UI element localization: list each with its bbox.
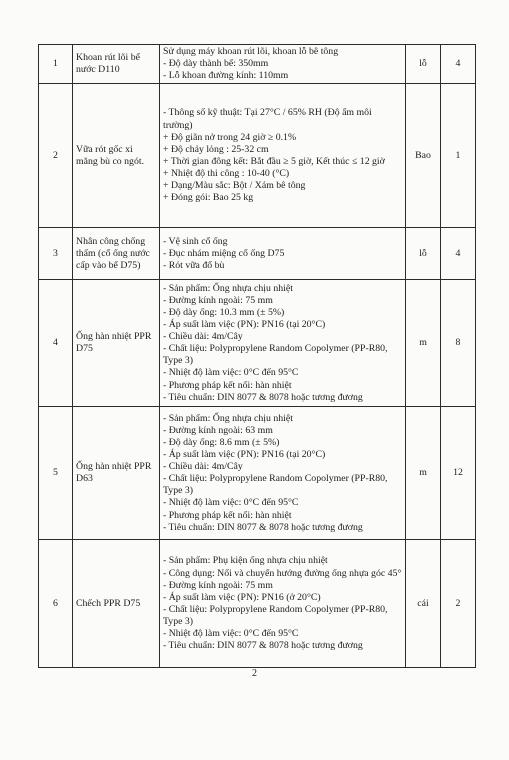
description-line: - Chất liệu: Polypropylene Random Copolymer (PP-R80, Type 3) [163, 343, 390, 367]
row-number: 2 [39, 84, 73, 228]
item-unit: lỗ [406, 45, 441, 84]
description-line: - Thông số kỹ thuật: Tại 27°C / 65% RH (Độ ẩm môi trường) [163, 107, 375, 131]
item-name: Nhân công chống thấm (cổ ống nước cấp vào bể D75) [73, 228, 160, 280]
item-description [160, 280, 406, 407]
item-quantity: 8 [441, 280, 476, 407]
description-line: - Phương pháp kết nối: hàn nhiệt [163, 509, 292, 521]
description-line: + Độ chảy lỏng : 25-32 cm [163, 143, 269, 155]
row-number: 6 [39, 540, 73, 668]
row-number: 4 [39, 280, 73, 407]
description-line: - Đục nhám miệng cổ ống D75 [163, 247, 285, 259]
item-description [160, 407, 406, 540]
description-line: - Nhiệt độ làm việc: 0°C đến 95°C [163, 367, 299, 379]
description-line: - Tiêu chuẩn: DIN 8077 & 8078 hoặc tương đương [163, 640, 363, 652]
materials-table-body [39, 45, 476, 668]
description-line: + Độ giãn nở trong 24 giờ ≥ 0.1% [163, 131, 297, 143]
table-row [39, 280, 476, 407]
description-line: - Rót vữa đổ bù [163, 259, 225, 271]
description-line: - Sản phẩm: Ống nhựa chịu nhiệt [163, 282, 293, 294]
item-name: Ống hàn nhiệt PPR D63 [73, 407, 160, 540]
item-name: Khoan rút lõi bể nước D110 [73, 45, 160, 84]
description-line: + Nhiệt độ thi công : 10-40 (°C) [163, 167, 290, 179]
item-name: Chếch PPR D75 [73, 540, 160, 668]
description-line: - Sản phẩm: Phụ kiện ống nhựa chịu nhiệt [163, 555, 328, 567]
item-quantity: 4 [441, 228, 476, 280]
description-line: - Tiêu chuẩn: DIN 8077 & 8078 hoặc tương đương [163, 521, 363, 533]
row-number: 5 [39, 407, 73, 540]
description-line: - Nhiệt độ làm việc: 0°C đến 95°C [163, 497, 299, 509]
item-unit: m [406, 407, 441, 540]
item-name: Ống hàn nhiệt PPR D75 [73, 280, 160, 407]
description-line: - Độ dày ống: 8.6 mm (± 5%) [163, 437, 280, 448]
item-quantity: 2 [441, 540, 476, 668]
description-line: - Chiều dài: 4m/Cây [163, 331, 243, 343]
row-number: 3 [39, 228, 73, 280]
description-line: - Sản phẩm: Ống nhựa chịu nhiệt [163, 412, 293, 424]
table-row [39, 407, 476, 540]
row-number: 1 [39, 45, 73, 84]
table-row [39, 45, 476, 84]
description-line: - Độ dày thành bể: 350mm [163, 58, 269, 70]
description-line: - Độ dày ống: 10.3 mm (± 5%) [163, 307, 285, 318]
description-line: - Áp suất làm việc (PN): PN16 (tại 20°C) [163, 319, 326, 331]
table-row [39, 228, 476, 280]
description-line: - Áp suất làm việc (PN): PN16 (ở 20°C) [163, 591, 321, 603]
page-number: 2 [252, 668, 257, 679]
table-row [39, 540, 476, 668]
description-line: - Đường kính ngoài: 63 mm [163, 424, 273, 436]
table-row [39, 84, 476, 228]
item-quantity: 12 [441, 407, 476, 540]
item-name: Vữa rót gốc xi măng bù co ngót. [73, 84, 160, 228]
description-line: Sử dụng máy khoan rút lõi, khoan lỗ bê tông [163, 46, 339, 57]
item-unit: lỗ [406, 228, 441, 280]
description-line: + Đóng gói: Bao 25 kg [163, 192, 254, 204]
item-description [160, 228, 406, 280]
description-line: - Áp suất làm việc (PN): PN16 (tại 20°C) [163, 449, 326, 461]
description-line: - Công dụng: Nối và chuyển hướng đường ống nhựa góc 45° [163, 567, 402, 579]
item-description [160, 45, 406, 84]
materials-table [38, 44, 476, 668]
description-line: - Vệ sinh cổ ống [163, 235, 228, 247]
description-line: - Lỗ khoan đường kính: 110mm [163, 70, 289, 82]
description-line: - Phương pháp kết nối: hàn nhiệt [163, 379, 292, 391]
item-quantity: 1 [441, 84, 476, 228]
description-line: - Chất liệu: Polypropylene Random Copolymer (PP-R80, Type 3) [163, 473, 390, 497]
description-line: - Chất liệu: Polypropylene Random Copolymer (PP-R80, Type 3) [163, 603, 390, 627]
description-line: + Dạng/Màu sắc: Bột / Xám bê tông [163, 179, 306, 191]
description-line: - Đường kính ngoài: 75 mm [163, 579, 273, 591]
item-unit: cái [406, 540, 441, 668]
description-line: + Thời gian đông kết: Bắt đầu ≥ 5 giờ, Kết thúc ≤ 12 giờ [163, 155, 385, 167]
item-unit: Bao [406, 84, 441, 228]
item-description [160, 540, 406, 668]
description-line: - Đường kính ngoài: 75 mm [163, 294, 273, 306]
description-line: - Nhiệt độ làm việc: 0°C đến 95°C [163, 627, 299, 639]
description-line: - Chiều dài: 4m/Cây [163, 461, 243, 473]
description-line: - Tiêu chuẩn: DIN 8077 & 8078 hoặc tương đương [163, 391, 363, 403]
item-quantity: 4 [441, 45, 476, 84]
item-unit: m [406, 280, 441, 407]
item-description [160, 84, 406, 228]
